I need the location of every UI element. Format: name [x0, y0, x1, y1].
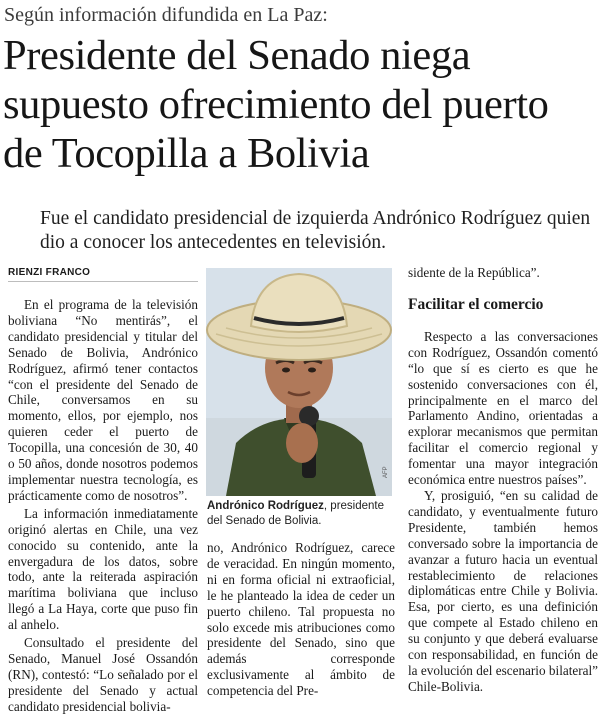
byline: RIENZI FRANCO	[8, 267, 198, 282]
kicker: Según información difundida en La Paz:	[4, 4, 328, 26]
paragraph: no, Andrónico Rodríguez, carece de veracidad. En ningún momento, ni en forma oficial ni extraoficial, le he planteado la idea de ceder un puerto chileno. Tal propuesta no solo excede mis atribuciones como presidente del Senado, sino que además corresponde exclusivamente al ámbito de competencia del Pre-	[207, 540, 395, 699]
portrait-illustration	[206, 268, 392, 496]
paragraph: La información inmediatamente originó alertas en Chile, una vez conocido su contenido, ante la envergadura de los datos, sobre todo, ante la reiterada aspiración marítima boliviana que incluso llegó a La Haya, corte que puso fin al anhelo.	[8, 505, 198, 633]
article-photo	[206, 268, 392, 496]
paragraph: Respecto a las conversaciones con Rodríguez, Ossandón comentó “lo que sí es cierto es que he sostenido conversaciones con él, principalmente en el marco del Parlamento Andino, orientadas a explorar mecanismos que permitan facilitar el comercio regional y fomentar una mayor integración económica entre nuestros países”.	[408, 328, 598, 488]
section-subtitle: Facilitar el comercio	[408, 295, 544, 313]
headline: Presidente del Senado niega supuesto ofrecimiento del puerto de Tocopilla a Bolivia	[3, 32, 549, 177]
paragraph: Y, prosiguió, “en su calidad de candidato, y eventualmente futuro Presidente, también hemos conversado sobre la importancia de avanzar a futuro hacia un eventual restablecimiento de relaciones diplomáticas entre Chile y Bolivia. Esa, por cierto, es una definición que compete al Estado chileno en su conjunto y que deberá evaluarse con responsabilidad, en función de la evolución del escenario bilateral” Chile-Bolivia.	[408, 487, 598, 694]
caption-text: , presidente del Senado de Bolivia.	[207, 500, 385, 527]
column-2	[207, 540, 395, 699]
caption-name: Andrónico Rodríguez	[207, 500, 324, 512]
paragraph: Consultado el presidente del Senado, Manuel José Ossandón (RN), contestó: “Lo señalado por el presidente del Senado y actual candidato presidencial bolivia-	[8, 635, 198, 714]
paragraph: sidente de la República”.	[408, 265, 540, 280]
column-3	[408, 265, 598, 695]
photo-credit: AFP	[383, 466, 389, 478]
column-1	[8, 297, 198, 715]
paragraph: En el programa de la televisión boliviana “No mentirás”, el candidato presidencial y titular del Senado de Bolivia, Andrónico Rodríguez, afirmó tener contactos “con el presidente del Senado de Chile, conversamos en su momento, ellos, por ejemplo, nos quieren ceder el puerto de Tocopilla, una concesión de 30, 40 o 50 años, donde nosotros podemos implementar nuestra tecnología, es prácticamente como de nosotros”.	[8, 297, 198, 503]
photo-caption	[207, 499, 397, 529]
subheadline: Fue el candidato presidencial de izquierda Andrónico Rodríguez quien dio a conocer los antecedentes en televisión.	[40, 208, 591, 253]
